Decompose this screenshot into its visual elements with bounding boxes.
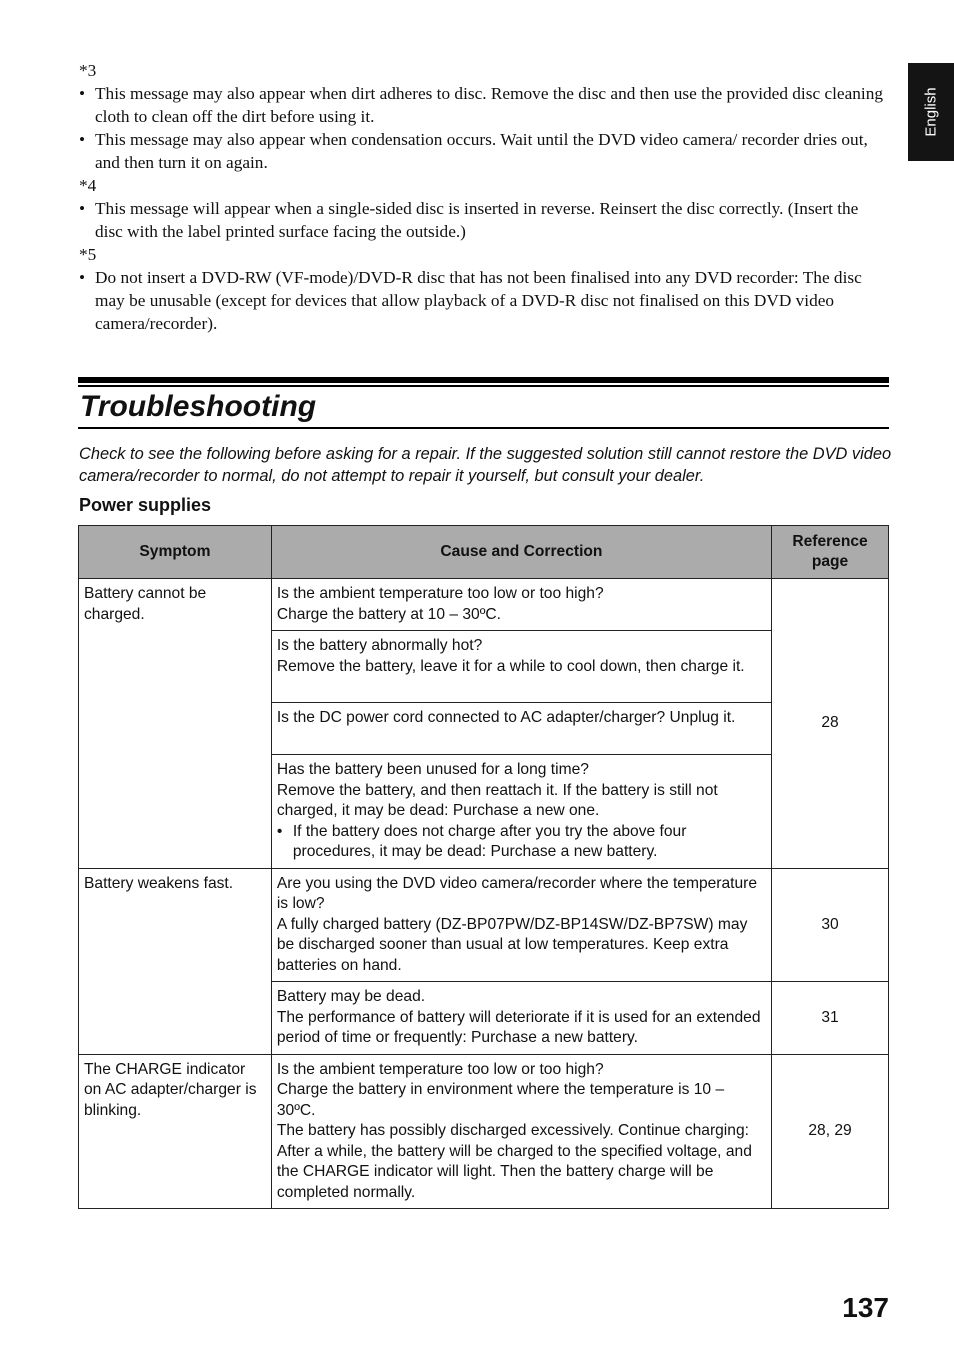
cause-bullet: • If the battery does not charge after you try the above four procedures, it may be dead: Purchase a new battery. [277,822,766,863]
cause-line: Are you using the DVD video camera/recorder where the temperature is low? [276,874,758,912]
header-symptom: Symptom [79,526,272,579]
footnote-mark: *5 [79,245,97,264]
reference-cell: 31 [772,982,889,1055]
footnote-mark: *4 [79,176,97,195]
reference-cell: 30 [772,868,889,982]
cause-line: Is the ambient temperature too low or too high? [276,585,604,602]
cause-line: Remove the battery, leave it for a while to cool down, then charge it. [276,657,745,675]
title-rule-bottom [78,427,889,429]
footnote-bullet: • This message may also appear when dirt adheres to disc. Remove the disc and then use the provided disc cleaning cloth to clean off the dirt before using it. [79,82,889,128]
cause-line: Battery may be dead. [276,988,426,1005]
reference-cell: 28 [772,579,889,869]
footnote-bullet: • Do not insert a DVD-RW (VF-mode)/DVD-R disc that has not been finalised into any DVD recorder: The disc may be unusable (except for devices that allow playback of a DVD-R disc not finalised on this DVD video camera/recorder). [79,266,889,335]
cause-line: A fully charged battery (DZ-BP07PW/DZ-BP14SW/DZ-BP7SW) may be discharged sooner than usual at low temperatures. Keep extra batteries on hand. [276,915,748,974]
section-heading: Power supplies [79,495,212,515]
footnotes [79,59,889,335]
symptom-cell: Battery cannot be charged. [79,579,272,869]
table-row [79,1054,889,1209]
footnote-mark: *3 [79,61,97,80]
reference-cell: 28, 29 [772,1054,889,1209]
language-tab-label: English [922,87,940,137]
header-reference: Reference page [772,526,889,579]
cause-cell [271,982,771,1055]
symptom-cell: The CHARGE indicator on AC adapter/charger is blinking. [79,1054,272,1209]
title-rule-top-thin [78,385,889,387]
footnote-bullet: • This message may also appear when condensation occurs. Wait until the DVD video camera/ recorder dries out, and then turn it on again. [79,128,889,174]
table-row [79,579,889,631]
footnote-bullet: • This message will appear when a single-sided disc is inserted in reverse. Reinsert the disc correctly. (Insert the disc with the label printed surface facing the outside.) [79,197,889,243]
cause-line: Has the battery been unused for a long time? [276,761,589,778]
cause-line: The performance of battery will deteriorate if it is used for an extended period of time or frequently: Purchase a new battery. [276,1008,761,1046]
cause-line: The battery has possibly discharged excessively. Continue charging: After a while, the battery will be charged to the specified voltage, and the CHARGE indicator will light. Then the battery charge will be completed normally. [276,1122,752,1201]
title-rule-top [78,377,889,383]
intro-paragraph: Check to see the following before asking for a repair. If the suggested solution still cannot restore the DVD video camera/recorder to normal, do not attempt to repair it yourself, but consult your dealer. [79,445,892,485]
cause-cell [271,868,771,982]
troubleshooting-table [78,525,889,1209]
cause-cell [271,703,771,755]
cause-line: Remove the battery, and then reattach it. If the battery is still not charged, it may be dead: Purchase a new one. [276,781,718,819]
cause-line: Is the ambient temperature too low or too high? [276,1060,604,1078]
table-header-row [79,526,889,579]
cause-cell [271,579,771,631]
cause-line: Is the battery abnormally hot? [276,637,483,654]
page-title: Troubleshooting [80,390,317,423]
cause-cell [271,755,771,869]
cause-cell [271,631,771,703]
cause-cell [271,1054,771,1209]
cause-line: Charge the battery at 10 – 30ºC. [276,605,501,623]
symptom-cell: Battery weakens fast. [79,868,272,1054]
cause-line: Is the DC power cord connected to AC adapter/charger? Unplug it. [276,709,736,726]
table-row [79,868,889,982]
page-number: 137 [842,1292,889,1323]
cause-line: Charge the battery in environment where the temperature is 10 – 30ºC. [276,1081,725,1119]
header-cause: Cause and Correction [271,526,771,579]
language-tab [908,63,954,161]
